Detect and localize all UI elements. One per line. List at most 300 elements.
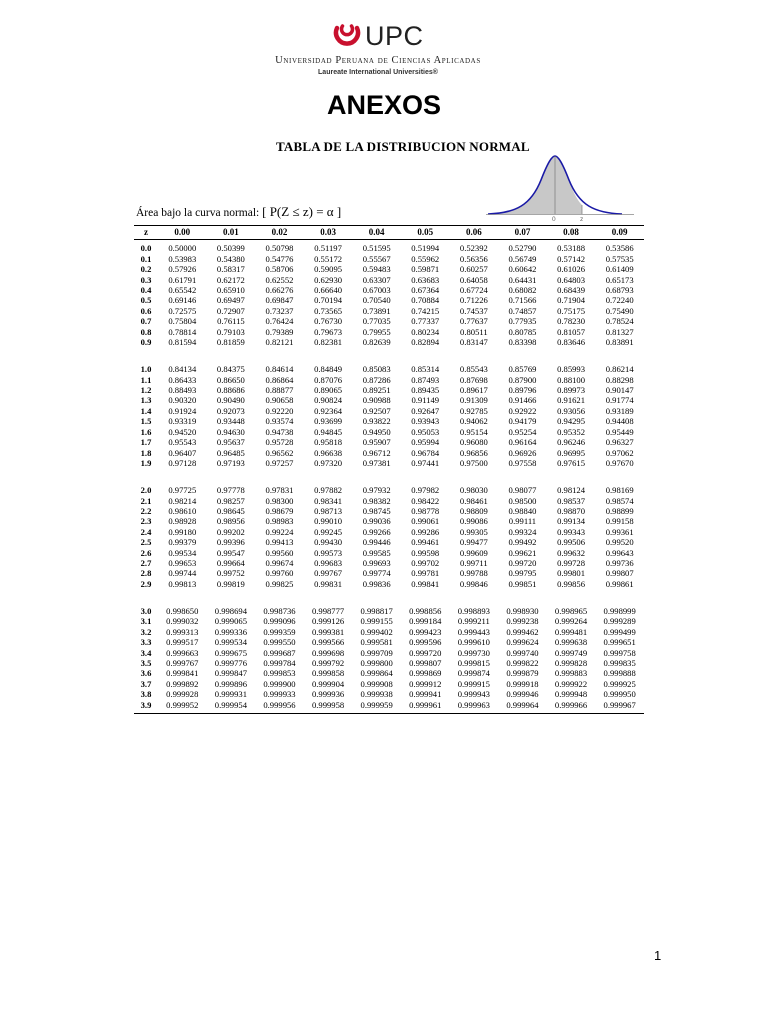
z-value-cell: 3.0 (140, 605, 152, 616)
probability-cell: 0.97381 (362, 457, 391, 468)
probability-cell: 0.95154 (459, 426, 488, 437)
probability-cell: 0.999959 (360, 699, 393, 710)
probability-cell: 0.999687 (263, 647, 296, 658)
probability-cell: 0.94845 (314, 426, 343, 437)
probability-cell: 0.91924 (168, 405, 197, 416)
z-value-cell: 1.5 (140, 416, 152, 427)
z-value-cell: 2.1 (140, 495, 152, 506)
group-spacer (134, 468, 644, 485)
probability-cell: 0.86214 (605, 364, 634, 375)
normal-curve-diagram (486, 150, 634, 222)
probability-cell: 0.77035 (362, 316, 391, 327)
probability-cell: 0.99728 (557, 557, 586, 568)
shaded-area (488, 156, 582, 214)
probability-cell: 0.999749 (554, 647, 588, 658)
table-row (134, 627, 644, 637)
probability-cell: 0.98537 (557, 495, 586, 506)
probability-cell: 0.98257 (216, 495, 245, 506)
probability-cell: 0.999730 (457, 647, 490, 658)
probability-cell: 0.999864 (360, 668, 393, 679)
table-row (134, 700, 644, 714)
table-row (134, 337, 644, 347)
column-header: 0.04 (352, 226, 401, 240)
probability-cell: 0.999096 (263, 616, 296, 627)
probability-cell: 0.92073 (216, 405, 245, 416)
z-value-cell: 0.3 (140, 274, 152, 285)
probability-cell: 0.57926 (168, 264, 197, 275)
z-value-cell: 3.7 (140, 678, 152, 689)
table-body (134, 240, 644, 714)
probability-cell: 0.87900 (508, 374, 537, 385)
z-value-cell: 3.6 (140, 668, 152, 679)
probability-cell: 0.73891 (362, 305, 391, 316)
table-row (134, 306, 644, 316)
probability-cell: 0.999922 (554, 678, 588, 689)
z-value-cell: 3.1 (140, 616, 152, 627)
probability-cell: 0.83891 (605, 337, 634, 348)
probability-cell: 0.90824 (314, 395, 343, 406)
z-value-cell: 0.2 (140, 264, 152, 275)
probability-cell: 0.76115 (217, 316, 245, 327)
probability-cell: 0.90490 (216, 395, 245, 406)
probability-cell: 0.94408 (605, 416, 634, 427)
probability-cell: 0.88493 (168, 385, 197, 396)
probability-cell: 0.53983 (168, 253, 197, 264)
probability-cell: 0.99831 (314, 578, 343, 589)
probability-cell: 0.99573 (314, 547, 343, 558)
probability-cell: 0.999784 (263, 658, 296, 669)
probability-cell: 0.95994 (411, 437, 440, 448)
probability-cell: 0.98713 (314, 505, 343, 516)
probability-cell: 0.99767 (314, 568, 343, 579)
probability-cell: 0.91149 (411, 395, 440, 406)
z-value-cell: 1.0 (140, 364, 152, 375)
probability-cell: 0.83398 (508, 337, 537, 348)
probability-cell: 0.99736 (605, 557, 634, 568)
probability-cell: 0.999961 (409, 699, 442, 710)
probability-cell: 0.96246 (557, 437, 586, 448)
z-value-cell: 1.9 (140, 457, 152, 468)
probability-cell: 0.60257 (459, 264, 488, 275)
probability-cell: 0.85769 (508, 364, 537, 375)
table-row (134, 448, 644, 458)
network-name: Laureate International Universities® (318, 69, 438, 76)
probability-cell: 0.82381 (314, 337, 343, 348)
table-row (134, 375, 644, 385)
probability-cell: 0.84134 (168, 364, 197, 375)
probability-cell: 0.90988 (362, 395, 391, 406)
probability-cell: 0.73237 (265, 305, 294, 316)
table-row (134, 537, 644, 547)
table-row (134, 527, 644, 537)
probability-cell: 0.99846 (459, 578, 488, 589)
probability-cell: 0.999822 (506, 658, 539, 669)
probability-cell: 0.87698 (459, 374, 488, 385)
probability-cell: 0.99286 (411, 526, 440, 537)
table-row (134, 254, 644, 264)
probability-cell: 0.999264 (554, 616, 588, 627)
probability-cell: 0.94630 (216, 426, 245, 437)
probability-cell: 0.95543 (168, 437, 197, 448)
probability-cell: 0.63683 (411, 274, 440, 285)
probability-cell: 0.94179 (508, 416, 537, 427)
probability-cell: 0.84614 (265, 364, 294, 375)
probability-cell: 0.998999 (603, 605, 636, 616)
table-row (134, 668, 644, 678)
probability-cell: 0.999946 (506, 689, 539, 700)
probability-cell: 0.68439 (557, 285, 586, 296)
z-value-cell: 0.5 (140, 295, 152, 306)
probability-cell: 0.99825 (265, 578, 294, 589)
probability-cell: 0.89435 (411, 385, 440, 396)
probability-cell: 0.95053 (411, 426, 440, 437)
probability-cell: 0.999065 (214, 616, 247, 627)
probability-cell: 0.98983 (265, 516, 294, 527)
probability-cell: 0.98928 (168, 516, 197, 527)
probability-cell: 0.51197 (314, 243, 342, 254)
probability-cell: 0.92922 (508, 405, 537, 416)
probability-cell: 0.998650 (166, 605, 199, 616)
probability-cell: 0.72907 (216, 305, 245, 316)
probability-cell: 0.92507 (362, 405, 391, 416)
table-row (134, 558, 644, 568)
probability-cell: 0.97441 (411, 457, 440, 468)
z-value-cell: 2.2 (140, 505, 152, 516)
probability-cell: 0.76730 (314, 316, 343, 327)
probability-cell: 0.99477 (459, 537, 488, 548)
probability-cell: 0.96856 (459, 447, 488, 458)
table-row (134, 658, 644, 668)
probability-cell: 0.999948 (554, 689, 588, 700)
probability-cell: 0.53586 (605, 243, 634, 254)
probability-cell: 0.93574 (265, 416, 294, 427)
probability-cell: 0.54380 (216, 253, 245, 264)
probability-cell: 0.98778 (411, 505, 440, 516)
probability-cell: 0.61409 (605, 264, 634, 275)
probability-cell: 0.99430 (314, 537, 343, 548)
probability-cell: 0.999908 (360, 678, 393, 689)
z-value-cell: 2.4 (140, 526, 152, 537)
probability-cell: 0.56356 (459, 253, 488, 264)
probability-cell: 0.57535 (605, 253, 634, 264)
probability-cell: 0.99202 (216, 526, 245, 537)
probability-cell: 0.78524 (605, 316, 634, 327)
probability-cell: 0.96995 (557, 447, 586, 458)
probability-cell: 0.93319 (168, 416, 197, 427)
probability-cell: 0.97193 (216, 457, 245, 468)
probability-cell: 0.999928 (166, 689, 199, 700)
z-value-cell: 3.4 (140, 647, 152, 658)
probability-cell: 0.90658 (265, 395, 294, 406)
probability-cell: 0.91466 (508, 395, 537, 406)
probability-cell: 0.99086 (459, 516, 488, 527)
probability-cell: 0.64431 (508, 274, 537, 285)
z-value-cell: 1.2 (140, 385, 152, 396)
table-header-row (134, 226, 644, 240)
probability-cell: 0.99343 (557, 526, 586, 537)
probability-cell: 0.999915 (457, 678, 490, 689)
probability-cell: 0.98610 (168, 505, 197, 516)
probability-cell: 0.98214 (168, 495, 197, 506)
probability-cell: 0.88298 (605, 374, 634, 385)
z-value-cell: 2.8 (140, 568, 152, 579)
z-value-cell: 0.4 (140, 285, 152, 296)
probability-cell: 0.99446 (362, 537, 391, 548)
probability-cell: 0.99534 (168, 547, 197, 558)
probability-cell: 0.999912 (409, 678, 442, 689)
probability-cell: 0.999792 (311, 658, 345, 669)
probability-cell: 0.99461 (411, 537, 440, 548)
probability-cell: 0.99520 (605, 537, 634, 548)
probability-cell: 0.99245 (314, 526, 343, 537)
probability-cell: 0.78814 (168, 326, 197, 337)
probability-cell: 0.69146 (168, 295, 197, 306)
probability-cell: 0.71904 (557, 295, 586, 306)
table-row (134, 689, 644, 699)
probability-cell: 0.999900 (263, 678, 296, 689)
table-row (134, 316, 644, 326)
z-value-cell: 2.6 (140, 547, 152, 558)
probability-cell: 0.72240 (605, 295, 634, 306)
probability-cell: 0.999963 (457, 699, 490, 710)
z-value-cell: 3.8 (140, 689, 152, 700)
probability-cell: 0.74857 (508, 305, 537, 316)
probability-cell: 0.999952 (166, 699, 199, 710)
table-row (134, 485, 644, 495)
probability-cell: 0.65910 (216, 285, 245, 296)
probability-cell: 0.999956 (263, 699, 296, 710)
probability-cell: 0.54776 (265, 253, 294, 264)
probability-cell: 0.97778 (216, 485, 245, 496)
probability-cell: 0.63307 (362, 274, 391, 285)
table-row (134, 458, 644, 468)
probability-cell: 0.77935 (508, 316, 537, 327)
z-value-cell: 1.4 (140, 405, 152, 416)
probability-cell: 0.99851 (508, 578, 537, 589)
probability-cell: 0.99795 (508, 568, 537, 579)
probability-cell: 0.998893 (457, 605, 490, 616)
probability-cell: 0.89617 (459, 385, 488, 396)
logo-text: UPC (365, 21, 424, 51)
z-value-cell: 3.3 (140, 637, 152, 648)
probability-cell: 0.64803 (557, 274, 586, 285)
probability-cell: 0.90320 (168, 395, 197, 406)
probability-cell: 0.85543 (459, 364, 488, 375)
probability-cell: 0.67724 (459, 285, 488, 296)
upc-emblem-icon (332, 22, 362, 52)
probability-cell: 0.59871 (411, 264, 440, 275)
probability-cell: 0.99801 (557, 568, 586, 579)
column-header: 0.01 (207, 226, 256, 240)
table-row (134, 679, 644, 689)
probability-cell: 0.86650 (216, 374, 245, 385)
z-value-cell: 1.1 (140, 374, 152, 385)
area-label (136, 204, 341, 220)
table-row (134, 496, 644, 506)
probability-cell: 0.99396 (216, 537, 245, 548)
probability-cell: 0.91774 (605, 395, 634, 406)
probability-cell: 0.99702 (411, 557, 440, 568)
z-value-cell: 2.7 (140, 557, 152, 568)
probability-cell: 0.98300 (265, 495, 294, 506)
z-table (134, 225, 644, 714)
z-value-cell: 0.1 (140, 253, 152, 264)
probability-cell: 0.99036 (362, 516, 391, 527)
probability-cell: 0.99856 (557, 578, 586, 589)
probability-cell: 0.70540 (362, 295, 391, 306)
probability-cell: 0.999883 (554, 668, 588, 679)
probability-cell: 0.75804 (168, 316, 197, 327)
probability-cell: 0.998965 (554, 605, 588, 616)
probability-cell: 0.59483 (362, 264, 391, 275)
probability-cell: 0.88100 (557, 374, 586, 385)
probability-cell: 0.99774 (362, 568, 391, 579)
probability-cell: 0.62930 (314, 274, 343, 285)
table-title: TABLA DE LA DISTRIBUCION NORMAL (276, 139, 530, 154)
probability-cell: 0.99266 (362, 526, 391, 537)
probability-cell: 0.999954 (214, 699, 247, 710)
corner-header: z (134, 226, 158, 240)
table-row (134, 406, 644, 416)
probability-cell: 0.99585 (362, 547, 391, 558)
probability-cell: 0.998856 (409, 605, 442, 616)
probability-cell: 0.999238 (506, 616, 539, 627)
probability-cell: 0.66640 (314, 285, 343, 296)
probability-cell: 0.96926 (508, 447, 537, 458)
probability-cell: 0.97128 (168, 457, 197, 468)
probability-cell: 0.99506 (557, 537, 586, 548)
probability-cell: 0.97982 (411, 485, 440, 496)
probability-cell: 0.69847 (265, 295, 294, 306)
probability-cell: 0.75175 (557, 305, 586, 316)
probability-cell: 0.999032 (166, 616, 199, 627)
probability-cell: 0.92785 (459, 405, 488, 416)
column-header: 0.05 (401, 226, 450, 240)
probability-cell: 0.89251 (362, 385, 391, 396)
probability-cell: 0.98341 (314, 495, 343, 506)
probability-cell: 0.99324 (508, 526, 537, 537)
probability-cell: 0.85083 (362, 364, 391, 375)
university-name: Universidad Peruana de Ciencias Aplicadas (275, 55, 481, 66)
probability-cell: 0.998694 (214, 605, 247, 616)
probability-cell: 0.999443 (457, 626, 490, 637)
probability-cell: 0.95352 (557, 426, 586, 437)
table-row (134, 416, 644, 426)
probability-cell: 0.84849 (314, 364, 343, 375)
probability-cell: 0.999651 (603, 637, 636, 648)
probability-cell: 0.98169 (605, 485, 634, 496)
probability-cell: 0.999925 (603, 678, 636, 689)
column-header: 0.02 (255, 226, 304, 240)
probability-cell: 0.99379 (168, 537, 197, 548)
probability-cell: 0.98899 (605, 505, 634, 516)
probability-cell: 0.79103 (216, 326, 245, 337)
group-spacer (134, 589, 644, 606)
probability-cell: 0.94950 (362, 426, 391, 437)
probability-cell: 0.98870 (557, 505, 586, 516)
probability-cell: 0.97932 (362, 485, 391, 496)
probability-cell: 0.99836 (362, 578, 391, 589)
probability-cell: 0.94520 (168, 426, 197, 437)
probability-cell: 0.65173 (605, 274, 634, 285)
probability-cell: 0.82639 (362, 337, 391, 348)
probability-cell: 0.98077 (508, 485, 537, 496)
probability-cell: 0.99760 (265, 568, 294, 579)
z-value-cell: 1.6 (140, 426, 152, 437)
probability-cell: 0.999675 (214, 647, 247, 658)
table-row (134, 568, 644, 578)
probability-cell: 0.55567 (362, 253, 391, 264)
probability-cell: 0.81057 (557, 326, 586, 337)
probability-cell: 0.96164 (508, 437, 537, 448)
probability-cell: 0.97882 (314, 485, 343, 496)
probability-cell: 0.99224 (265, 526, 294, 537)
z-value-cell: 1.3 (140, 395, 152, 406)
probability-cell: 0.69497 (216, 295, 245, 306)
probability-cell: 0.999879 (506, 668, 539, 679)
probability-cell: 0.51994 (411, 243, 440, 254)
page-number: 1 (654, 948, 662, 963)
table-row (134, 364, 644, 374)
probability-cell: 0.998736 (263, 605, 296, 616)
probability-cell: 0.81594 (168, 337, 197, 348)
probability-cell: 0.999933 (263, 689, 296, 700)
probability-cell: 0.74537 (459, 305, 488, 316)
probability-cell: 0.97725 (168, 485, 197, 496)
probability-cell: 0.95449 (605, 426, 634, 437)
probability-cell: 0.88686 (216, 385, 245, 396)
table-row (134, 264, 644, 274)
probability-cell: 0.999709 (360, 647, 393, 658)
probability-cell: 0.999767 (166, 658, 199, 669)
column-header: 0.07 (498, 226, 547, 240)
probability-cell: 0.79673 (314, 326, 343, 337)
column-header: 0.06 (450, 226, 499, 240)
probability-cell: 0.999596 (409, 637, 442, 648)
probability-cell: 0.75490 (605, 305, 634, 316)
probability-cell: 0.99632 (557, 547, 586, 558)
table-row (134, 295, 644, 305)
probability-cell: 0.998930 (506, 605, 539, 616)
probability-cell: 0.999740 (506, 647, 539, 658)
probability-cell: 0.71566 (508, 295, 537, 306)
probability-cell: 0.73565 (314, 305, 343, 316)
probability-cell: 0.66276 (265, 285, 294, 296)
z-value-cell: 0.6 (140, 305, 152, 316)
probability-cell: 0.96407 (168, 447, 197, 458)
probability-cell: 0.87076 (314, 374, 343, 385)
probability-cell: 0.999943 (457, 689, 490, 700)
probability-cell: 0.99492 (508, 537, 537, 548)
probability-cell: 0.65542 (168, 285, 197, 296)
table-row (134, 637, 644, 647)
probability-cell: 0.79955 (362, 326, 391, 337)
probability-cell: 0.998777 (311, 605, 345, 616)
probability-cell: 0.999313 (166, 626, 199, 637)
z-value-cell: 1.8 (140, 447, 152, 458)
probability-cell: 0.999892 (166, 678, 199, 689)
z-value-cell: 0.7 (140, 316, 152, 327)
probability-cell: 0.999698 (311, 647, 345, 658)
table-row (134, 285, 644, 295)
probability-cell: 0.72575 (168, 305, 197, 316)
probability-cell: 0.99683 (314, 557, 343, 568)
probability-cell: 0.98956 (216, 516, 245, 527)
probability-cell: 0.99664 (216, 557, 245, 568)
probability-cell: 0.999950 (603, 689, 636, 700)
probability-cell: 0.87493 (411, 374, 440, 385)
probability-cell: 0.99744 (168, 568, 197, 579)
